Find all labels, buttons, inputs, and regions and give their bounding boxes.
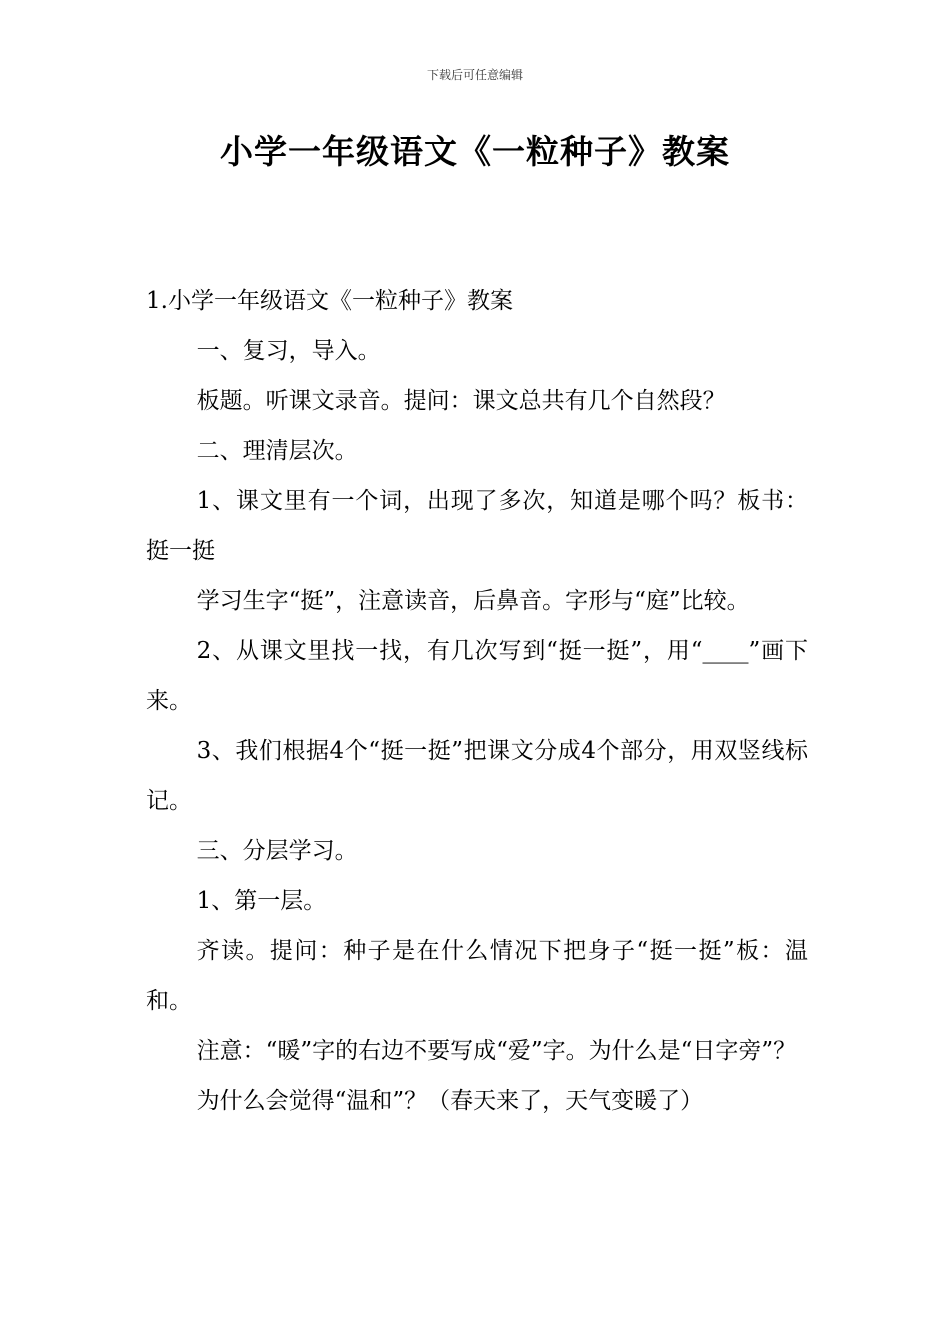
paragraph: 二、理清层次。: [196, 438, 358, 464]
paragraph: 3、我们根据4个“挺一挺”把课文分成4个部分，用双竖线标记。: [146, 738, 808, 814]
paragraph: 齐读。提问：种子是在什么情况下把身子“挺一挺”板：温和。: [146, 938, 808, 1014]
paragraph: 为什么会觉得“温和”？（春天来了，天气变暖了）: [196, 1088, 704, 1114]
paragraph: 2、从课文里找一找，有几次写到“挺一挺”，用“____”画下来。: [146, 638, 808, 714]
paragraph-heading: 1.小学一年级语文《一粒种子》教案: [146, 288, 513, 314]
paragraph: 板题。听课文录音。提问：课文总共有几个自然段？: [196, 388, 726, 414]
paragraph: 三、分层学习。: [196, 838, 358, 864]
document-title: 小学一年级语文《一粒种子》教案: [220, 132, 730, 171]
paragraph: 学习生字“挺”，注意读音，后鼻音。字形与“庭”比较。: [196, 588, 750, 614]
document-body: [146, 276, 808, 1126]
header-note: 下载后可任意编辑: [426, 68, 523, 82]
paragraph: 1、课文里有一个词，出现了多次，知道是哪个吗？板书：挺一挺: [146, 488, 808, 564]
paragraph: 一、复习，导入。: [196, 338, 381, 364]
paragraph: 注意：“暖”字的右边不要写成“爱”字。为什么是“日字旁”？: [196, 1038, 797, 1064]
paragraph: 1、第一层。: [196, 888, 327, 914]
